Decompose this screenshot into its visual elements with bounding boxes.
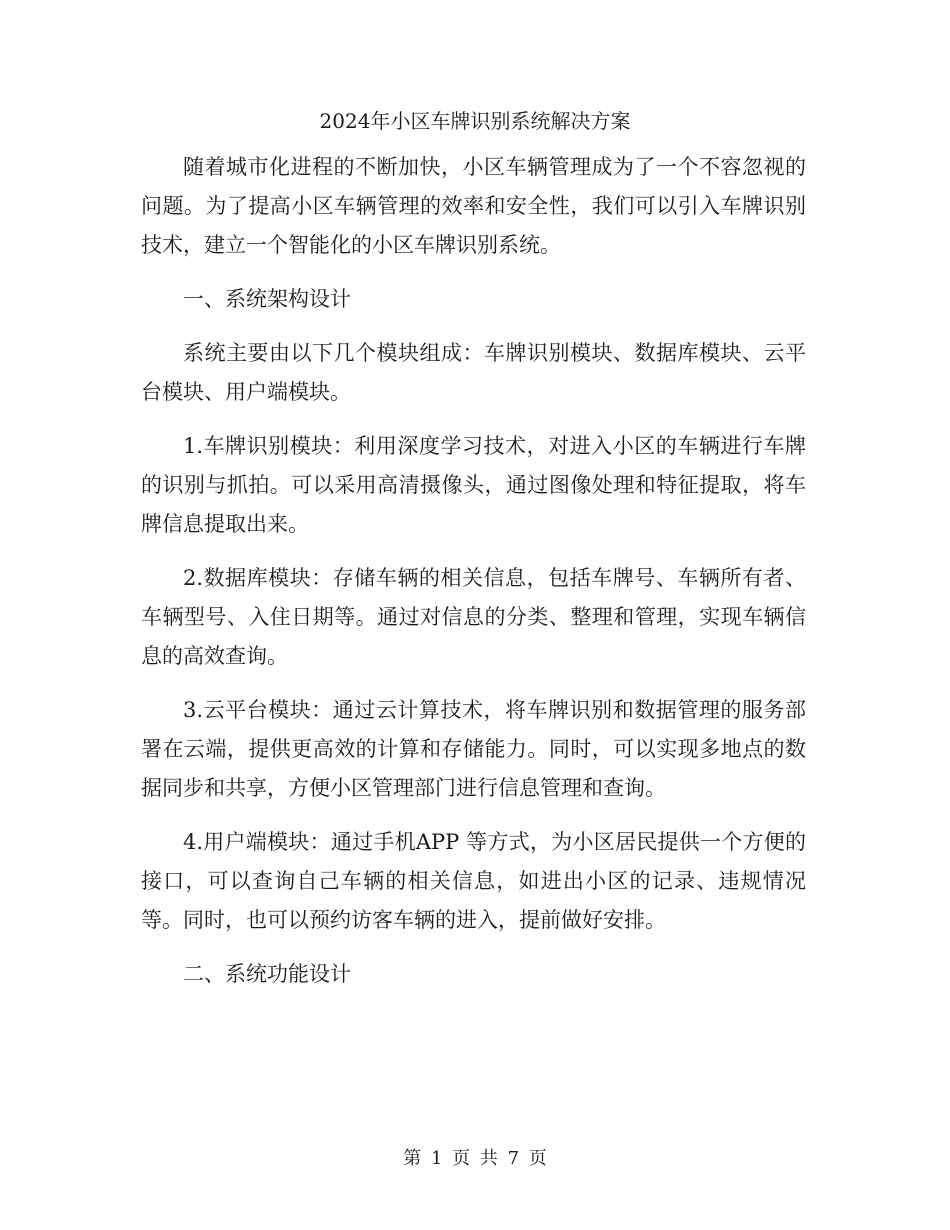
intro-paragraph: 随着城市化进程的不断加快，小区车辆管理成为了一个不容忽视的问题。为了提高小区车辆管理的效率和安全性，我们可以引入车牌识别技术，建立一个智能化的小区车牌识别系统。 [141,155,806,257]
cloud-platform-module-paragraph: 3.云平台模块：通过云计算技术，将车牌识别和数据管理的服务部署在云端，提供更高效的计算和存储能力。同时，可以实现多地点的数据同步和共享，方便小区管理部门进行信息管理和查询。 [141,698,806,800]
database-module-paragraph: 2.数据库模块：存储车辆的相关信息，包括车牌号、车辆所有者、车辆型号、入住日期等。通过对信息的分类、整理和管理，实现车辆信息的高效查询。 [141,566,806,668]
document-body [141,148,806,994]
document-title: 2024年小区车牌识别系统解决方案 [319,109,631,133]
user-client-module-paragraph: 4.用户端模块：通过手机APP 等方式，为小区居民提供一个方便的接口，可以查询自己车辆的相关信息，如进出小区的记录、违规情况等。同时，也可以预约访客车辆的进入，提前做好安排。 [141,830,806,932]
section-heading-architecture: 一、系统架构设计 [183,287,351,311]
section-heading-functions: 二、系统功能设计 [183,962,351,986]
page-number-footer: 第 1 页 共 7 页 [403,1148,547,1169]
plate-recognition-module-paragraph: 1.车牌识别模块：利用深度学习技术，对进入小区的车辆进行车牌的识别与抓拍。可以采用高清摄像头，通过图像处理和特征提取，将车牌信息提取出来。 [141,434,806,536]
modules-overview-paragraph: 系统主要由以下几个模块组成：车牌识别模块、数据库模块、云平台模块、用户端模块。 [141,341,806,404]
